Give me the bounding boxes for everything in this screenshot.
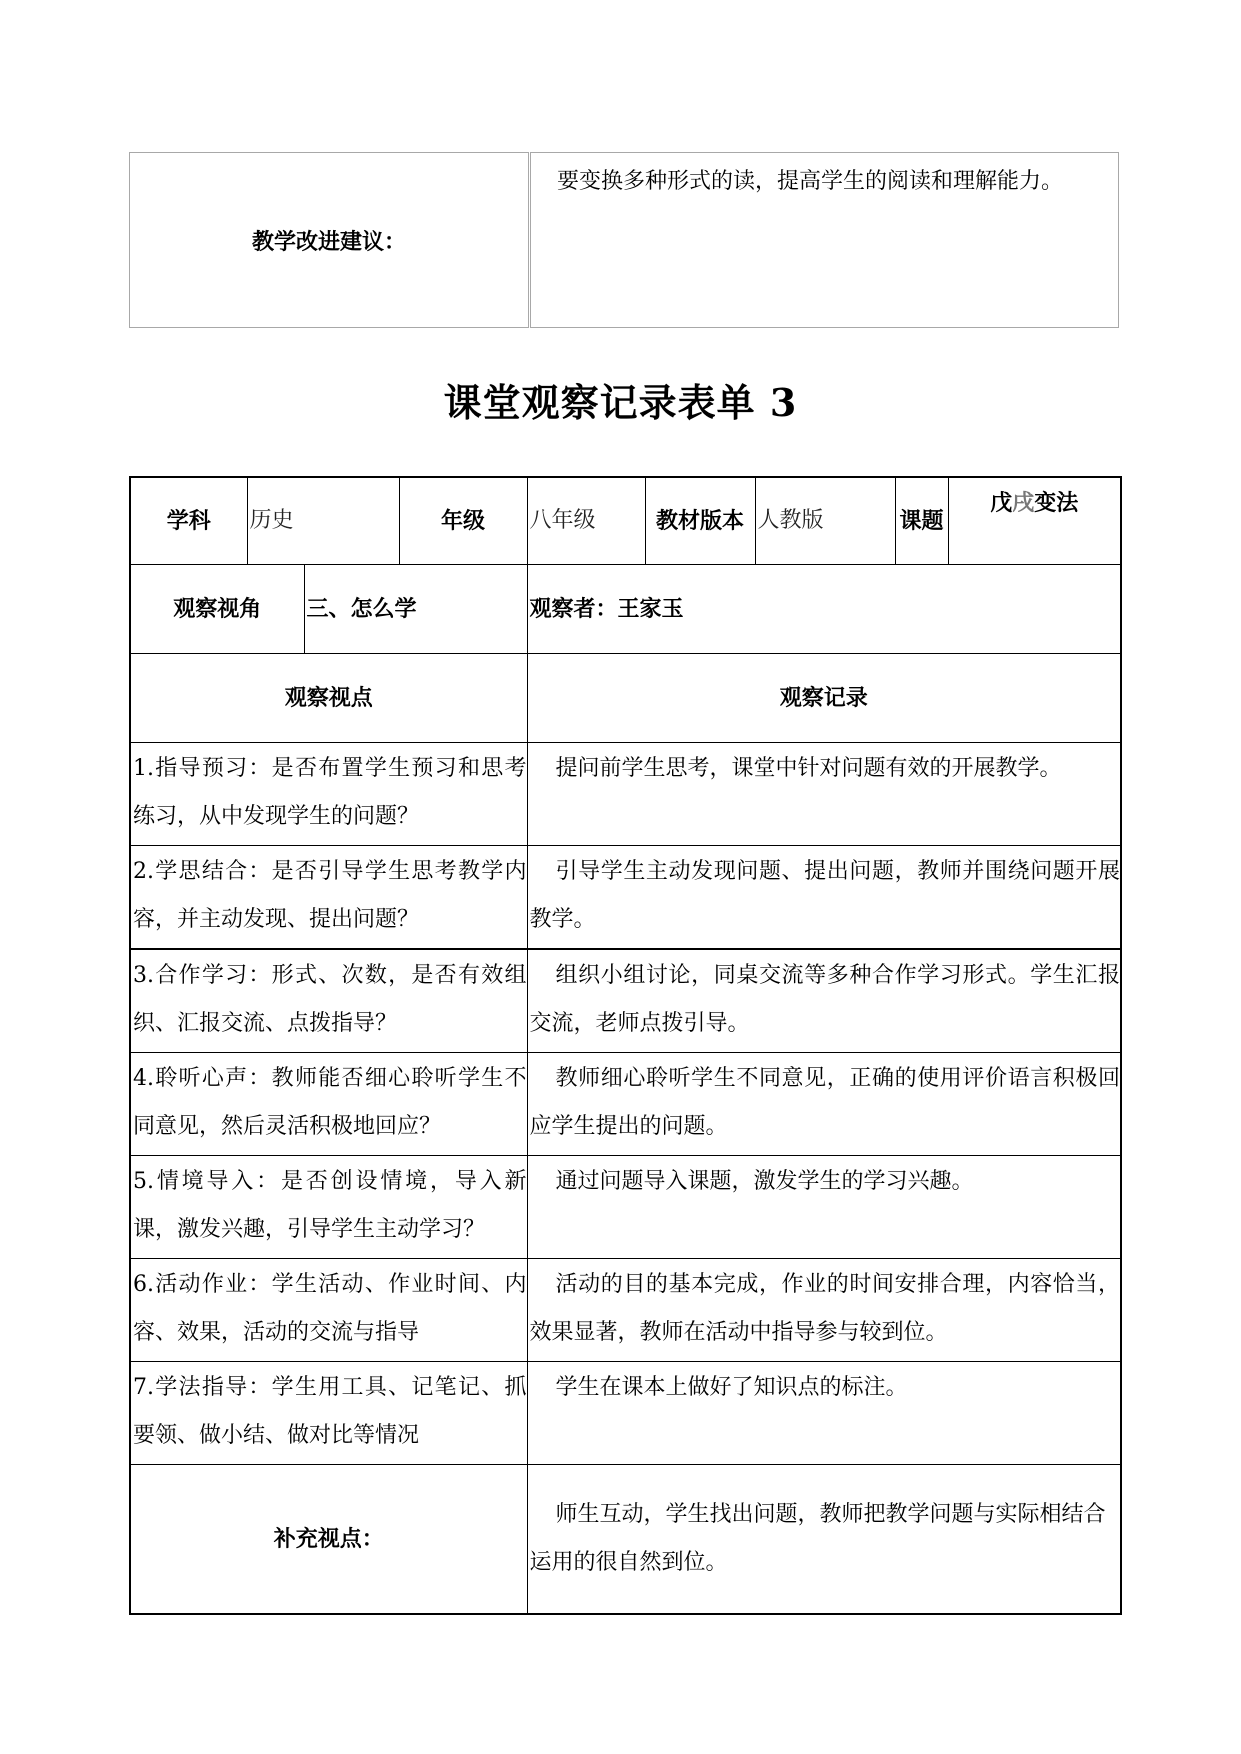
topic-value (948, 477, 1121, 565)
points-header: 观察视点 (130, 654, 527, 743)
grade-value: 八年级 (527, 477, 645, 565)
page-title: 课堂观察记录表单 3 (443, 380, 798, 425)
record-6: 活动的目的基本完成，作业的时间安排合理，内容恰当，效果显著，教师在活动中指导参与较到位。 (527, 1259, 1121, 1362)
angle-value: 三、怎么学 (304, 565, 527, 654)
subject-value: 历史 (247, 477, 399, 565)
point-5: 5.情境导入：是否创设情境，导入新课，激发兴趣，引导学生主动学习？ (130, 1156, 527, 1259)
record-3: 组织小组讨论，同桌交流等多种合作学习形式。学生汇报交流，老师点拨引导。 (527, 949, 1121, 1053)
edition-label: 教材版本 (645, 477, 755, 565)
record-1: 提问前学生思考，课堂中针对问题有效的开展教学。 (527, 743, 1121, 846)
supplement-record: 师生互动，学生找出问题，教师把教学问题与实际相结合运用的很自然到位。 (527, 1465, 1121, 1615)
point-7: 7.学法指导：学生用工具、记笔记、抓要领、做小结、做对比等情况 (130, 1362, 527, 1465)
improvement-label: 教学改进建议： (130, 153, 530, 328)
record-5: 通过问题导入课题，激发学生的学习兴趣。 (527, 1156, 1121, 1259)
point-6: 6.活动作业：学生活动、作业时间、内容、效果，活动的交流与指导 (130, 1259, 527, 1362)
improvement-table (129, 152, 1119, 328)
topic-char-3: 变法 (1034, 490, 1079, 516)
records-header: 观察记录 (527, 654, 1121, 743)
angle-label: 观察视角 (130, 565, 304, 654)
topic-char-2: 戌 (1012, 490, 1035, 516)
record-2: 引导学生主动发现问题、提出问题，教师并围绕问题开展教学。 (527, 846, 1121, 950)
edition-value: 人教版 (755, 477, 895, 565)
supplement-label: 补充视点： (130, 1465, 527, 1615)
topic-label: 课题 (895, 477, 948, 565)
point-4: 4.聆听心声：教师能否细心聆听学生不同意见，然后灵活积极地回应？ (130, 1053, 527, 1156)
record-7: 学生在课本上做好了知识点的标注。 (527, 1362, 1121, 1465)
subject-label: 学科 (130, 477, 247, 565)
point-1: 1.指导预习：是否布置学生预习和思考练习，从中发现学生的问题？ (130, 743, 527, 846)
point-3: 3.合作学习：形式、次数，是否有效组织、汇报交流、点拨指导？ (130, 949, 527, 1053)
topic-char-1: 戊 (990, 490, 1013, 516)
improvement-value: 要变换多种形式的读，提高学生的阅读和理解能力。 (530, 153, 1119, 328)
grade-label: 年级 (399, 477, 527, 565)
observation-table (129, 476, 1122, 1615)
record-4: 教师细心聆听学生不同意见，正确的使用评价语言积极回应学生提出的问题。 (527, 1053, 1121, 1156)
point-2: 2.学思结合：是否引导学生思考教学内容，并主动发现、提出问题？ (130, 846, 527, 950)
observer: 观察者：王家玉 (527, 565, 1121, 654)
